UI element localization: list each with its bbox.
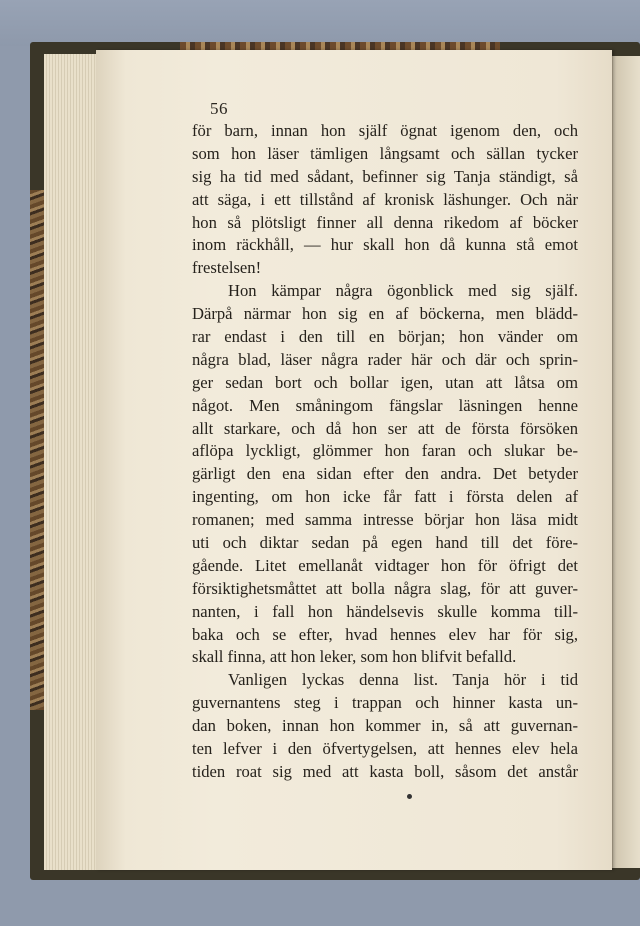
page-number: 56 xyxy=(210,99,228,118)
ink-dot xyxy=(407,794,412,799)
text-line: ger sedan bort och bollar igen, utan att låtsa om xyxy=(192,372,578,392)
body-text xyxy=(192,120,578,784)
text-line: att säga, i ett tillstånd af kronisk läshunger. Och när xyxy=(192,189,578,209)
text-line: gående. Litet emellanåt vidtager hon för öfrigt det xyxy=(192,555,578,575)
text-line: inom räckhåll, — hur skall hon då kunna stå emot xyxy=(192,235,578,255)
text-line: skall finna, att hon leker, som hon blifvit befalld. xyxy=(192,647,517,667)
next-page-edge xyxy=(612,56,640,868)
text-line: tiden roat sig med att kasta boll, såsom det anstår xyxy=(192,761,578,781)
text-line: Vanligen lyckas denna list. Tanja hör i tid xyxy=(228,670,578,690)
text-line: guvernantens steg i trappan och hinner kasta un- xyxy=(192,693,578,713)
text-line: baka och se efter, hvad hennes elev har för sig, xyxy=(192,624,578,644)
text-line: något. Men småningom fängslar läsningen henne xyxy=(192,395,578,415)
text-line: som hon läser tämligen långsamt och sällan tycker xyxy=(192,143,578,163)
text-line: sig ha tid med sådant, befinner sig Tanja ständigt, så xyxy=(192,166,578,186)
text-line: ten lefver i den öfvertygelsen, att hennes elev hela xyxy=(192,739,578,759)
text-line: Därpå närmar hon sig en af böckerna, men blädd- xyxy=(192,304,578,324)
text-line: hon så plötsligt finner all denna rikedom af böcker xyxy=(192,212,578,232)
page-stack xyxy=(44,54,104,870)
text-line: försiktighetsmåttet att bolla några slag, för att guver- xyxy=(192,578,578,598)
text-line: Hon kämpar några ögonblick med sig själf. xyxy=(228,281,578,301)
text-line: romanen; med samma intresse börjar hon läsa midt xyxy=(192,510,578,530)
text-line: ingenting, om hon icke får fatt i första delen af xyxy=(192,487,578,507)
text-line: nanten, i fall hon händelsevis skulle komma till- xyxy=(192,601,578,621)
text-line: dan boken, innan hon kommer in, så att guvernan- xyxy=(192,716,578,736)
text-line: aflöpa lyckligt, glömmer hon faran och slukar be- xyxy=(192,441,578,461)
text-line: för barn, innan hon själf ögnat igenom den, och xyxy=(192,121,578,140)
text-line: några blad, läser några rader här och där och sprin- xyxy=(192,349,578,369)
text-line: allt starkare, och då hon ser att de första försöken xyxy=(192,418,578,438)
marbled-edge-top xyxy=(180,42,500,50)
background xyxy=(0,0,640,46)
text-line: uti och diktar sedan på egen hand till det före- xyxy=(192,533,578,553)
text-line: gärligt den ena sidan efter den andra. Det betyder xyxy=(192,464,578,484)
text-line: frestelsen! xyxy=(192,258,262,278)
text-line: rar endast i den till en början; hon vänder om xyxy=(192,327,578,347)
